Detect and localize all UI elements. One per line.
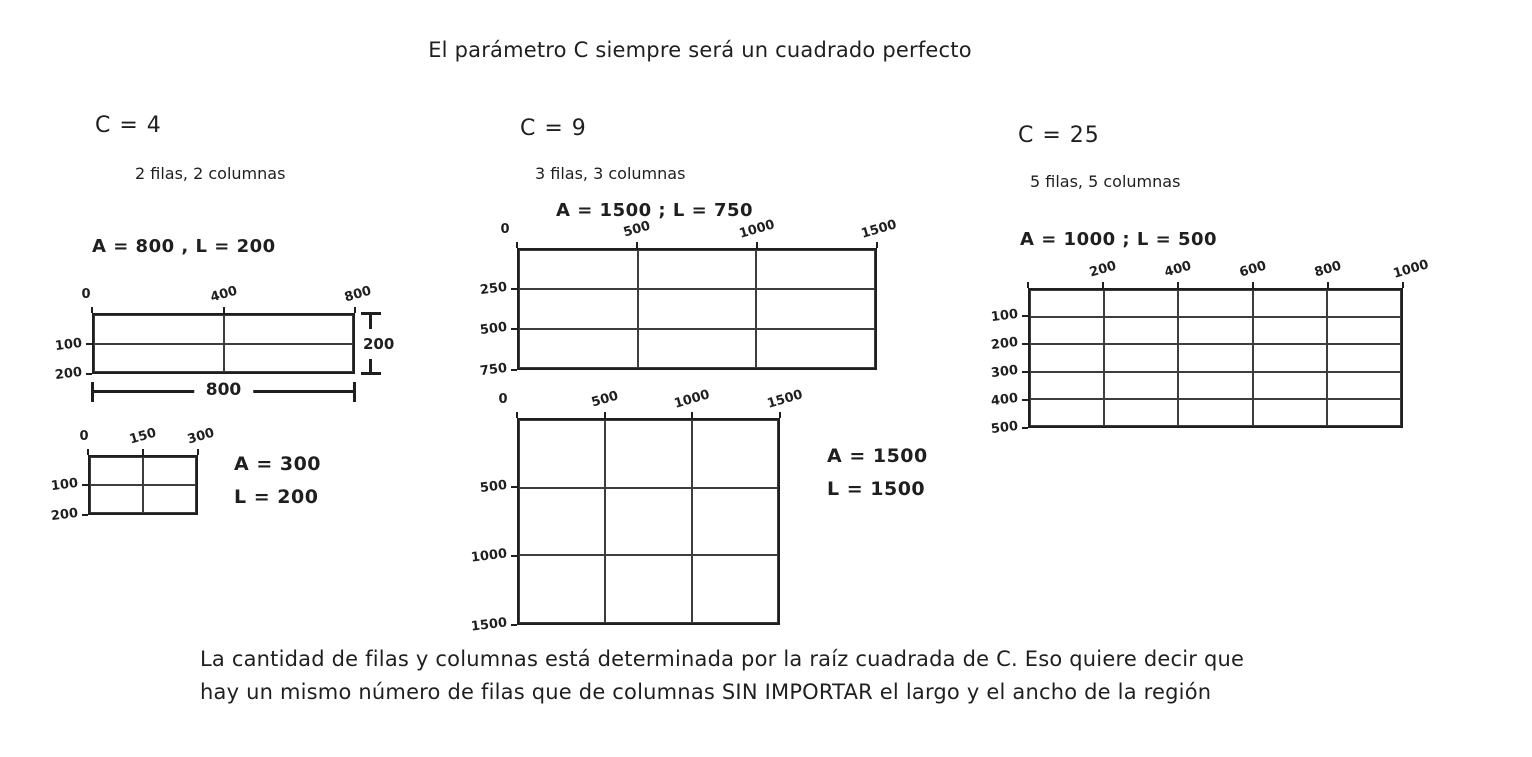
footer-line-2: hay un mismo número de filas que de columnas SIN IMPORTAR el largo y el ancho de la región	[200, 680, 1212, 704]
x-tick	[779, 412, 781, 418]
grid-cell	[1253, 317, 1327, 344]
y-tick	[82, 514, 88, 516]
y-axis-label: 200	[990, 334, 1019, 354]
y-axis-label: 400	[990, 390, 1019, 410]
grid-cell	[519, 420, 605, 488]
c9-grid-wide	[479, 217, 899, 380]
grid-cell	[1327, 344, 1401, 371]
grid-cell	[1253, 344, 1327, 371]
grid-cell	[605, 488, 691, 556]
y-axis-label: 250	[479, 279, 508, 298]
y-tick	[511, 369, 517, 371]
x-tick	[91, 307, 93, 313]
grid-cell	[1104, 317, 1178, 344]
grid-cell	[756, 329, 875, 368]
grid-cell	[519, 488, 605, 556]
grid-cell	[519, 250, 638, 289]
y-tick	[1022, 371, 1028, 373]
y-axis-label: 500	[479, 320, 508, 339]
grid-cell	[1030, 290, 1104, 317]
y-tick	[1022, 399, 1028, 401]
y-axis-label: 100	[50, 475, 79, 495]
x-axis-label: 0	[81, 287, 91, 302]
c4-heading: C = 4	[95, 113, 162, 138]
grid-cell	[605, 555, 691, 623]
x-tick	[691, 412, 693, 418]
grid-cell	[692, 555, 778, 623]
grid-cell	[224, 315, 354, 344]
x-tick	[604, 412, 606, 418]
x-axis-label: 500	[589, 388, 620, 411]
grid-cell	[1030, 344, 1104, 371]
x-tick	[142, 449, 144, 455]
c25-subtitle: 5 filas, 5 columnas	[1030, 172, 1181, 191]
grid-cell	[1327, 317, 1401, 344]
grid-lines	[88, 455, 198, 515]
grid-cell	[756, 289, 875, 328]
x-axis-label: 1500	[765, 387, 805, 412]
x-axis-label: 1500	[859, 217, 899, 242]
width-dimension-value: 800	[194, 380, 254, 400]
x-axis-label: 400	[208, 283, 239, 306]
grid-cell	[1178, 290, 1252, 317]
x-tick	[756, 242, 758, 248]
x-axis-label: 1000	[737, 217, 777, 242]
x-axis-label: 1000	[1391, 257, 1430, 282]
annotation-length: L = 200	[234, 486, 319, 508]
y-tick	[86, 373, 92, 375]
y-tick	[511, 624, 517, 626]
grid-cell	[756, 250, 875, 289]
grid-cell	[90, 457, 143, 485]
grid-cell	[519, 289, 638, 328]
c4-params: A = 800 , L = 200	[92, 236, 276, 257]
x-axis-label: 0	[498, 392, 508, 407]
x-tick	[354, 307, 356, 313]
grid-cell	[1104, 372, 1178, 399]
x-axis-label: 600	[1237, 258, 1269, 281]
grid-cell	[94, 315, 224, 344]
grid-cell	[143, 457, 196, 485]
x-axis-label: 0	[79, 429, 89, 444]
y-tick	[511, 486, 517, 488]
x-tick	[223, 307, 225, 313]
x-tick	[1027, 282, 1029, 288]
grid-cell	[519, 329, 638, 368]
y-tick	[86, 343, 92, 345]
c25-params: A = 1000 ; L = 500	[1020, 229, 1218, 250]
y-axis-label: 500	[990, 418, 1019, 438]
grid-cell	[1178, 317, 1252, 344]
y-axis-label: 200	[54, 364, 83, 384]
x-tick	[1327, 282, 1329, 288]
y-axis-label: 1500	[470, 615, 508, 635]
y-tick	[511, 288, 517, 290]
width-dimension-bracket	[92, 380, 355, 400]
grid-cell	[1178, 372, 1252, 399]
annotation-length: L = 1500	[827, 478, 926, 500]
y-tick	[1022, 315, 1028, 317]
grid-cell	[1030, 317, 1104, 344]
height-dimension-bracket	[363, 313, 395, 374]
y-axis-label: 500	[479, 477, 508, 497]
x-tick	[516, 242, 518, 248]
c9-params: A = 1500 ; L = 750	[556, 200, 754, 221]
grid-cell	[1104, 399, 1178, 426]
y-axis-label: 1000	[470, 546, 508, 566]
height-dimension-value: 200	[363, 329, 394, 359]
y-tick	[511, 555, 517, 557]
x-axis-label: 1000	[672, 387, 712, 412]
c4-subtitle: 2 filas, 2 columnas	[135, 164, 286, 183]
grid-lines	[92, 313, 355, 374]
c4-grid-small	[50, 425, 217, 525]
grid-cell	[1327, 399, 1401, 426]
x-axis-label: 150	[127, 425, 159, 448]
grid-cell	[605, 420, 691, 488]
grid-cell	[90, 485, 143, 513]
grid-cell	[143, 485, 196, 513]
grid-cell	[1253, 372, 1327, 399]
c4-grid-small-annotation	[234, 448, 321, 514]
c9-grid-square-annotation	[827, 440, 928, 506]
y-tick	[511, 328, 517, 330]
grid-lines	[517, 418, 780, 625]
x-axis-label: 800	[342, 283, 373, 306]
grid-cell	[1253, 290, 1327, 317]
grid-cell	[692, 420, 778, 488]
page-title: El parámetro C siempre será un cuadrado perfecto	[428, 38, 972, 62]
grid-cell	[638, 289, 757, 328]
c4-grid-main	[54, 283, 395, 400]
c9-grid-square	[470, 387, 805, 635]
footer-line-1: La cantidad de filas y columnas está determinada por la raíz cuadrada de C. Eso quiere decir que	[200, 647, 1245, 671]
grid-cell	[1178, 399, 1252, 426]
grid-cell	[692, 488, 778, 556]
y-axis-label: 750	[479, 360, 508, 380]
x-tick	[87, 449, 89, 455]
x-tick	[516, 412, 518, 418]
x-tick	[1252, 282, 1254, 288]
y-tick	[1022, 343, 1028, 345]
y-axis-label: 100	[54, 335, 83, 354]
grid-cell	[224, 344, 354, 373]
x-tick	[1177, 282, 1179, 288]
y-axis-label: 200	[50, 505, 79, 525]
x-tick	[1102, 282, 1104, 288]
grid-cell	[638, 329, 757, 368]
x-tick	[876, 242, 878, 248]
grid-cell	[1104, 344, 1178, 371]
x-tick	[636, 242, 638, 248]
grid-cell	[1178, 344, 1252, 371]
grid-lines	[1028, 288, 1403, 428]
grid-cell	[519, 555, 605, 623]
x-axis-label: 800	[1312, 258, 1344, 281]
c25-grid	[990, 257, 1430, 438]
y-axis-label: 300	[990, 362, 1019, 382]
grid-cell	[1327, 372, 1401, 399]
grid-cell	[94, 344, 224, 373]
x-tick	[1402, 282, 1404, 288]
y-tick	[82, 484, 88, 486]
y-tick	[1022, 427, 1028, 429]
grid-cell	[1030, 399, 1104, 426]
y-axis-label: 100	[990, 306, 1019, 326]
c9-subtitle: 3 filas, 3 columnas	[535, 164, 686, 183]
c25-heading: C = 25	[1018, 123, 1100, 148]
x-axis-label: 400	[1162, 258, 1194, 281]
grid-cell	[1327, 290, 1401, 317]
x-tick	[197, 449, 199, 455]
x-axis-label: 200	[1087, 258, 1119, 281]
grid-cell	[1104, 290, 1178, 317]
grid-lines	[517, 248, 877, 370]
x-axis-label: 300	[186, 425, 217, 448]
x-axis-label: 500	[621, 218, 653, 241]
grid-cell	[638, 250, 757, 289]
annotation-area: A = 300	[234, 453, 322, 475]
grid-cell	[1253, 399, 1327, 426]
x-axis-label: 0	[500, 222, 510, 237]
c9-heading: C = 9	[520, 116, 587, 141]
grid-cell	[1030, 372, 1104, 399]
annotation-area: A = 1500	[827, 445, 928, 467]
footer-note	[200, 643, 1300, 709]
